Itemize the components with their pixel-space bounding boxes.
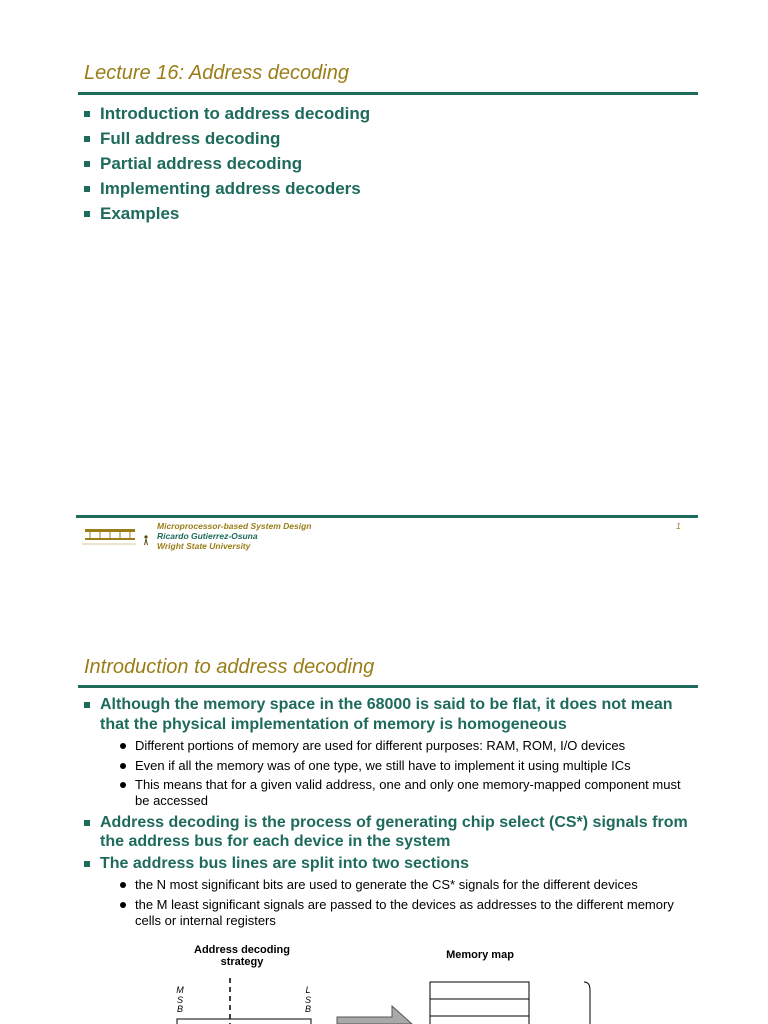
square-bullet-icon (84, 861, 90, 867)
list-item (84, 151, 370, 176)
footer-course: Microprocessor-based System Design (157, 521, 312, 531)
sub-list-item-text: Different portions of memory are used for different purposes: RAM, ROM, I/O devices (135, 738, 626, 753)
list-item-text: Full address decoding (100, 129, 281, 148)
title-divider (78, 92, 698, 95)
title-divider (78, 685, 698, 688)
list-item-text: Implementing address decoders (100, 179, 361, 198)
lsb-letter: S (304, 994, 311, 1005)
list-item (84, 126, 370, 151)
sub-list-item (100, 897, 694, 929)
slide-2 (0, 640, 768, 1024)
sub-list-item (100, 758, 694, 774)
list-item (84, 201, 370, 226)
square-bullet-icon (84, 111, 90, 117)
list-item (84, 101, 370, 126)
list-item-text: Introduction to address decoding (100, 104, 371, 123)
slide-title: Introduction to address decoding (84, 656, 375, 678)
university-logo-icon (82, 526, 156, 550)
sub-list (100, 738, 694, 809)
footer-university: Wright State University (157, 541, 251, 551)
lsb-letter: L (305, 985, 311, 995)
list-item-text: Partial address decoding (100, 154, 303, 173)
brace-icon (584, 982, 590, 1024)
msb-letter: M (176, 985, 184, 995)
sub-list-item (100, 877, 694, 893)
list-item (84, 176, 370, 201)
sub-list-item-text: the M least significant signals are passed to the devices as addresses to the different memory cells or internal registers (135, 896, 674, 928)
memory-map-block (430, 999, 529, 1016)
list-item-text: Address decoding is the process of generating chip select (CS*) signals from the address bus for each device in the system (100, 813, 688, 850)
topic-list (84, 101, 370, 226)
square-bullet-icon (84, 186, 90, 192)
content-list (84, 695, 694, 932)
strategy-label (180, 944, 304, 968)
memory-map-label: Memory map (446, 949, 514, 961)
round-bullet-icon (120, 882, 126, 888)
round-bullet-icon (120, 743, 126, 749)
footer-divider (76, 515, 698, 518)
square-bullet-icon (84, 136, 90, 142)
msb-letter: B (176, 1004, 183, 1014)
arrow-icon (337, 1006, 412, 1024)
square-bullet-icon (84, 161, 90, 167)
list-item-text: The address bus lines are split into two sections (100, 854, 469, 872)
list-item-text: Although the memory space in the 68000 is said to be flat, it does not mean that the physical implementation of memory is homogeneous (100, 696, 673, 733)
msb-letter: S (176, 994, 183, 1005)
list-item (84, 854, 694, 929)
square-bullet-icon (84, 702, 90, 708)
address-bus-box (177, 1019, 311, 1024)
sub-list-item-text: This means that for a given valid address, one and only one memory-mapped component must be accessed (135, 777, 681, 808)
sub-list-item-text: the N most significant bits are used to generate the CS* signals for the different devices (135, 877, 638, 892)
square-bullet-icon (84, 820, 90, 826)
round-bullet-icon (120, 763, 126, 769)
slide-title: Lecture 16: Address decoding (84, 62, 349, 84)
list-item (84, 813, 694, 852)
sub-list-item (100, 738, 694, 754)
square-bullet-icon (84, 211, 90, 217)
list-item (84, 695, 694, 809)
round-bullet-icon (120, 902, 126, 908)
sub-list (100, 877, 694, 929)
page-number: 1 (676, 521, 681, 531)
sub-list-item (100, 777, 694, 809)
decoding-diagram (0, 970, 768, 1024)
lsb-letter: B (304, 1004, 311, 1014)
memory-map-block (430, 1016, 529, 1024)
strategy-label-line: Address decoding (194, 944, 290, 956)
strategy-label-line: strategy (220, 956, 264, 968)
list-item-text: Examples (100, 204, 180, 223)
sub-list-item-text: Even if all the memory was of one type, we still have to implement it using multiple ICs (135, 757, 631, 773)
round-bullet-icon (120, 782, 126, 788)
footer-author: Ricardo Gutierrez-Osuna (157, 531, 258, 541)
memory-map-block (430, 982, 529, 999)
